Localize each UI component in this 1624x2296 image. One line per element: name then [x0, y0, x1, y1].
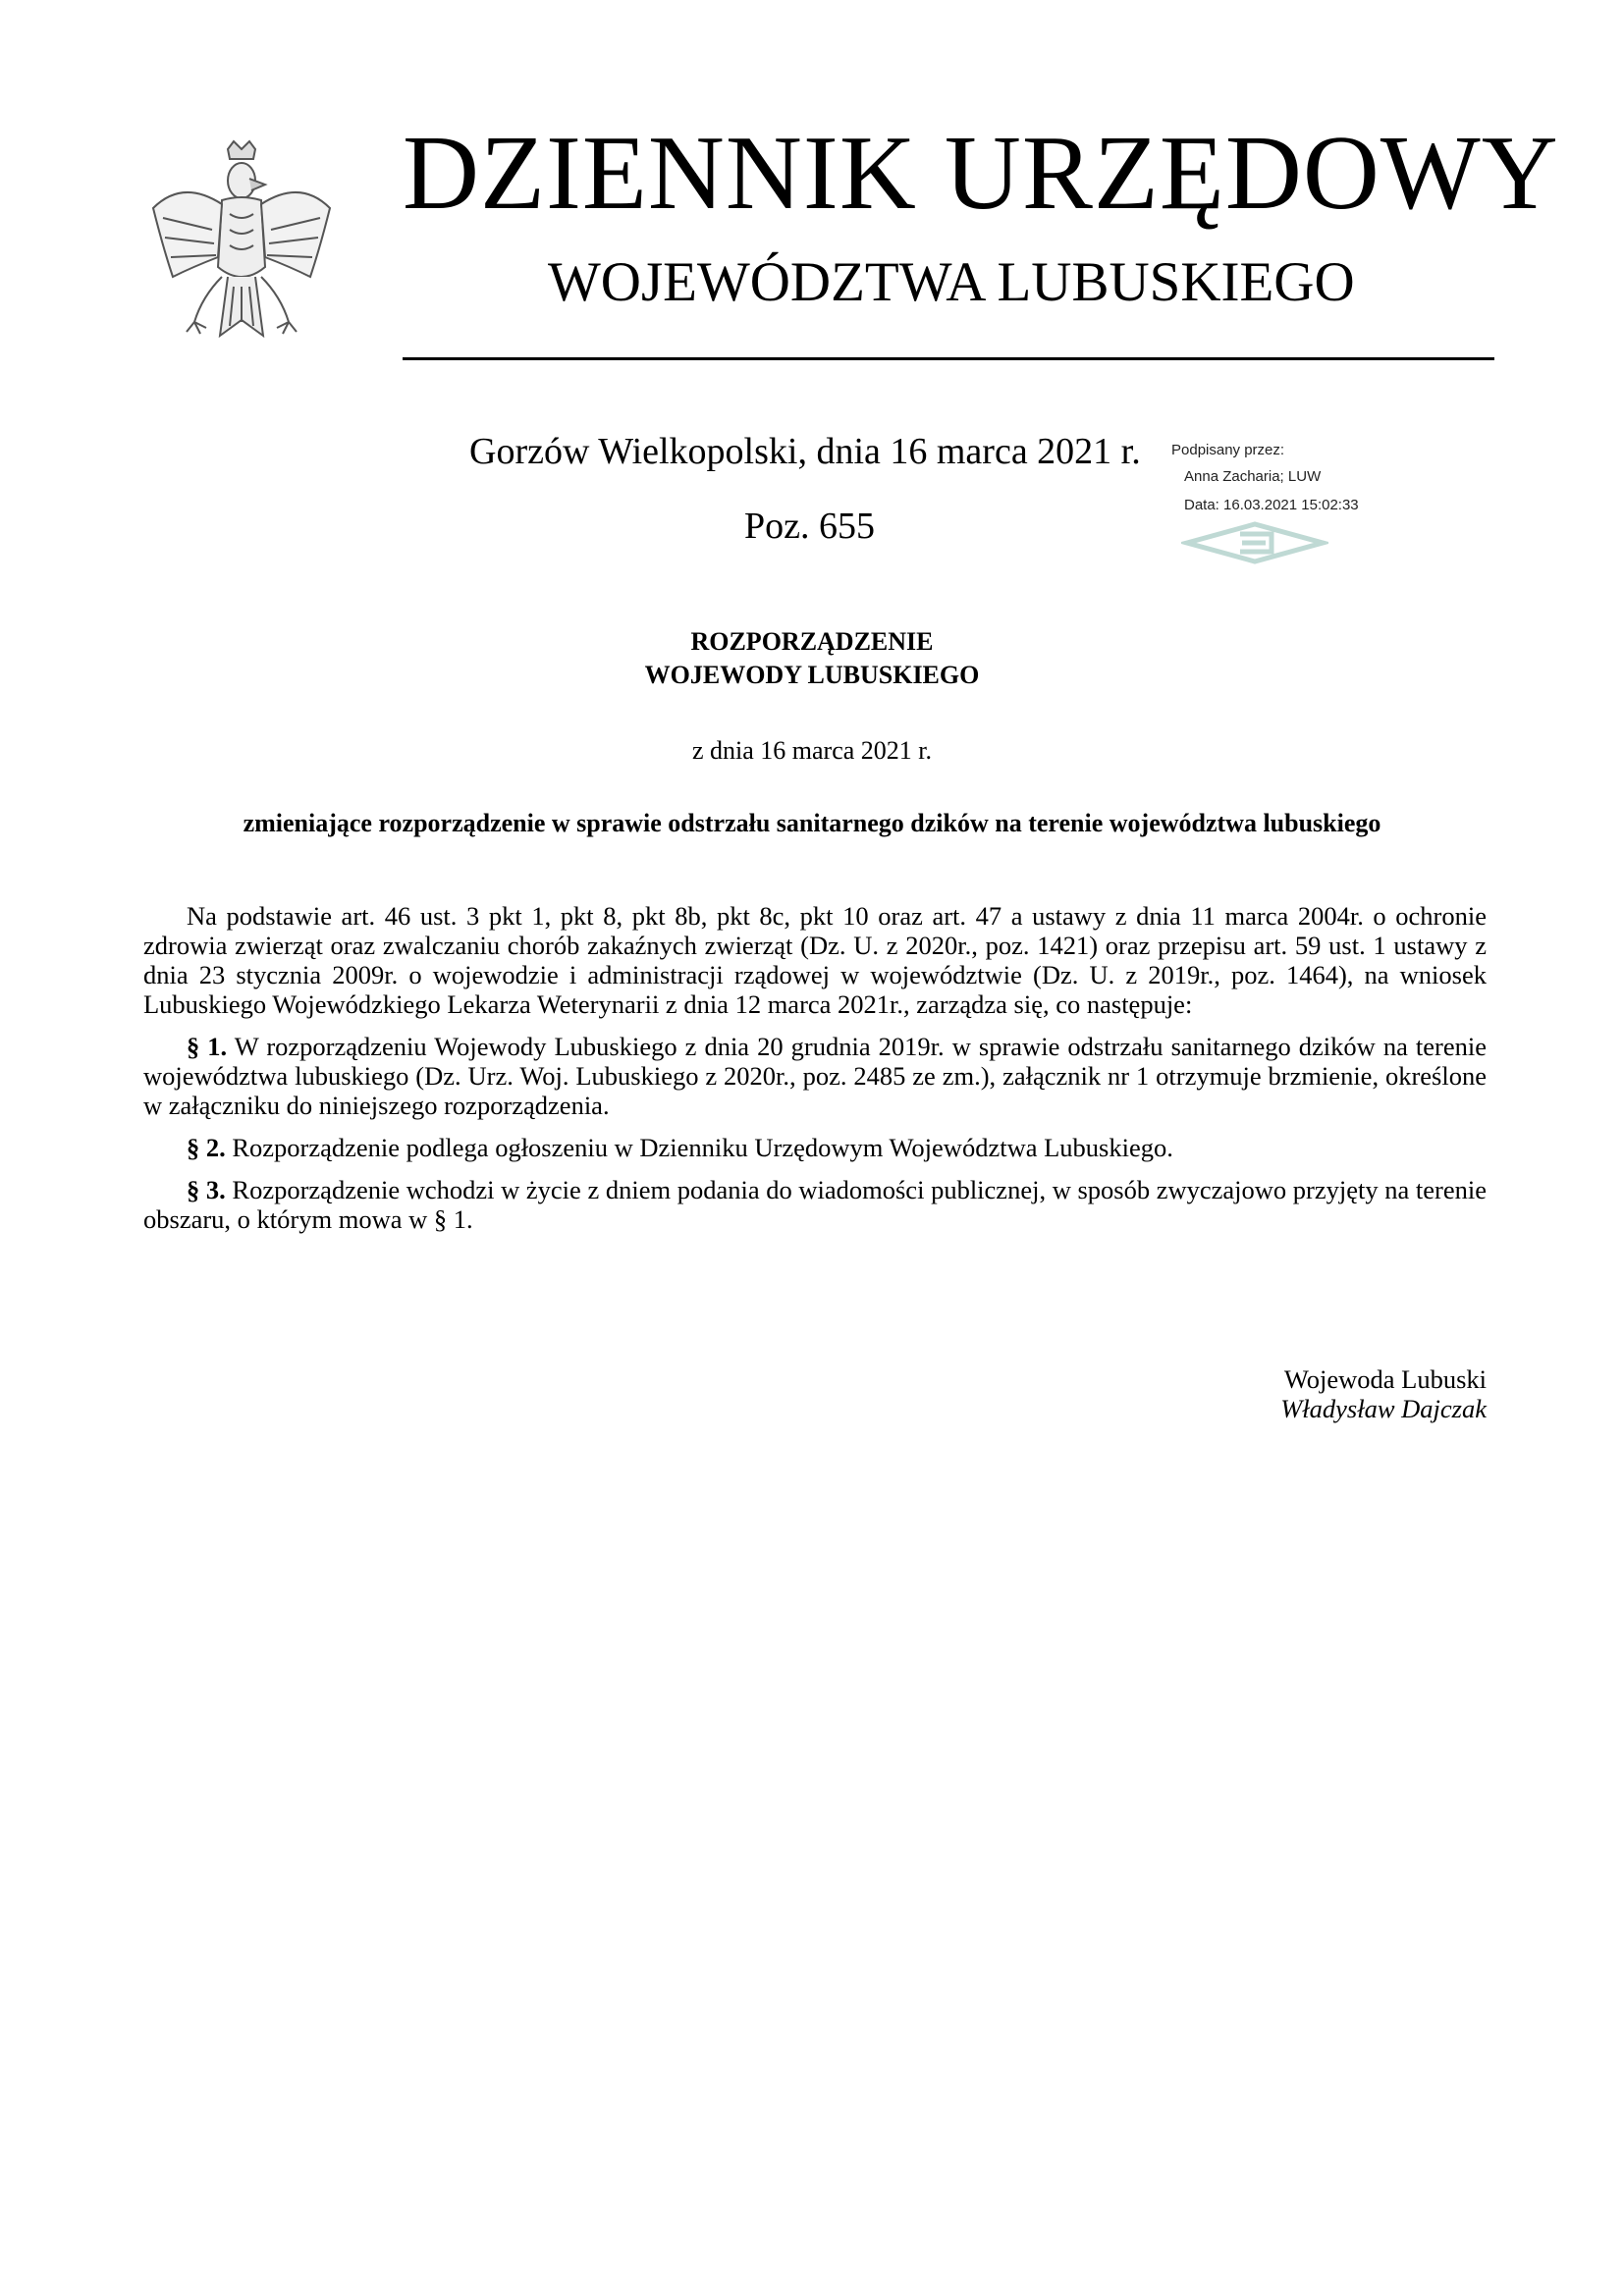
paragraph-2-text: Rozporządzenie podlega ogłoszeniu w Dzienniku Urzędowym Województwa Lubuskiego.	[225, 1133, 1173, 1162]
act-subject: zmieniające rozporządzenie w sprawie odstrzału sanitarnego dzików na terenie województwa lubuskiego	[243, 809, 1381, 837]
paragraph-2-label: § 2.	[187, 1133, 226, 1162]
polish-eagle-emblem-icon	[143, 139, 340, 365]
paragraph-3-label: § 3.	[187, 1175, 226, 1204]
position-number: Poz. 655	[744, 506, 875, 547]
signature-date: Data: 16.03.2021 15:02:33	[1184, 497, 1359, 513]
signer-role: Wojewoda Lubuski	[1283, 1364, 1487, 1394]
paragraph-1	[143, 1032, 1487, 1120]
journal-subtitle: WOJEWÓDZTWA LUBUSKIEGO	[548, 251, 1355, 313]
act-issuer: WOJEWODY LUBUSKIEGO	[644, 661, 980, 689]
place-and-date: Gorzów Wielkopolski, dnia 16 marca 2021 r.	[469, 431, 1141, 472]
paragraph-1-text: W rozporządzeniu Wojewody Lubuskiego z dnia 20 grudnia 2019r. w sprawie odstrzału sanitarnego dzików na terenie województwa lubuskiego (Dz. Urz. Woj. Lubuskiego z 2020r., poz. 2485 ze zm.), załącznik nr 1 otrzymuje brzmienie, określone w załączniku do niniejszego rozporządzenia.	[143, 1032, 1487, 1120]
journal-title: DZIENNIK URZĘDOWY	[403, 115, 1559, 232]
act-type: ROZPORZĄDZENIE	[690, 627, 934, 656]
signature-signer: Anna Zacharia; LUW	[1184, 468, 1322, 485]
preamble: Na podstawie art. 46 ust. 3 pkt 1, pkt 8, pkt 8b, pkt 8c, pkt 10 oraz art. 47 a ustawy z dnia 11 marca 2004r. o ochronie zdrowia zwierząt oraz zwalczaniu chorób zakaźnych zwierząt (Dz. U. z 2020r., poz. 1421) oraz przepisu art. 59 ust. 1 ustawy z dnia 23 stycznia 2009r. o wojewodzie i administracji rządowej w województwie (Dz. U. z 2019r., poz. 1464), na wniosek Lubuskiego Wojewódzkiego Lekarza Weterynarii z dnia 12 marca 2021r., zarządza się, co następuje:	[143, 901, 1487, 1019]
header-divider	[403, 357, 1494, 360]
signature-validity-mark-icon	[1181, 520, 1328, 565]
paragraph-1-label: § 1.	[187, 1032, 228, 1061]
paragraph-2	[143, 1133, 1487, 1162]
signer-name: Władysław Dajczak	[1280, 1394, 1487, 1423]
signature-label: Podpisany przez:	[1171, 442, 1285, 458]
act-date: z dnia 16 marca 2021 r.	[691, 736, 933, 765]
paragraph-3	[143, 1175, 1487, 1234]
signer-block	[1280, 1364, 1487, 1423]
document-body	[143, 901, 1487, 1247]
paragraph-3-text: Rozporządzenie wchodzi w życie z dniem podania do wiadomości publicznej, w sposób zwyczajowo przyjęty na terenie obszaru, o którym mowa w § 1.	[143, 1175, 1488, 1234]
